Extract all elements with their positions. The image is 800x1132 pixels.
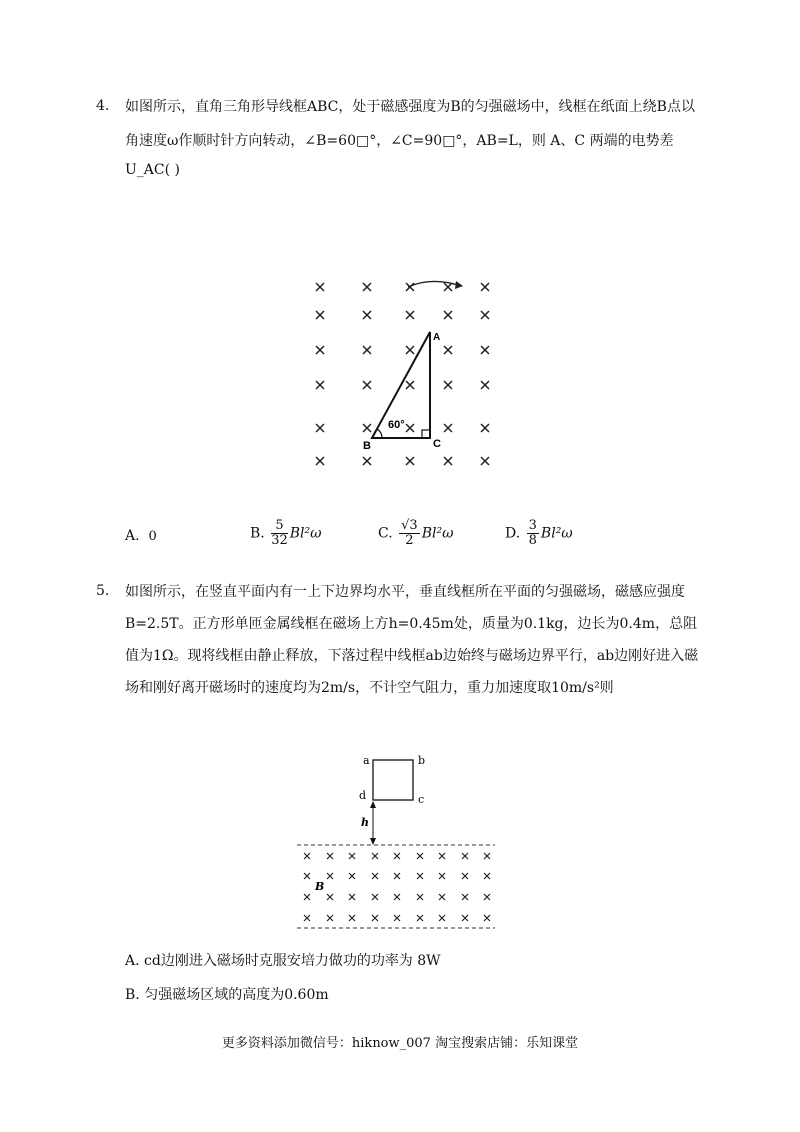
field-cross-mark <box>481 457 489 465</box>
field-cross-mark <box>372 894 378 900</box>
field-cross-mark <box>444 311 452 319</box>
field-cross-mark <box>406 346 414 354</box>
field-cross-mark <box>484 894 490 900</box>
field-cross-mark <box>444 346 452 354</box>
field-cross-mark <box>349 873 355 879</box>
square-frame <box>373 760 413 800</box>
field-cross-mark <box>394 894 400 900</box>
field-cross-mark <box>417 894 423 900</box>
field-cross-mark <box>304 915 310 921</box>
field-cross-mark <box>394 873 400 879</box>
option-letter: D. <box>505 525 521 542</box>
option-letter: B. <box>250 525 265 542</box>
field-cross-mark <box>439 915 445 921</box>
field-cross-mark <box>316 381 324 389</box>
field-cross-mark <box>481 381 489 389</box>
field-cross-mark <box>444 283 452 291</box>
label-A: A <box>433 332 441 343</box>
fraction: $\frac{5}{32}$ <box>271 518 288 548</box>
h-arrow-top <box>370 801 376 808</box>
q5-stem-line2: B=2.5T。正方形单匝金属线框在磁场上方h=0.45m处，质量为0.1kg，边长为0.4m，总阻 <box>125 616 698 632</box>
q4-stem-line1: 如图所示，直角三角形导线框ABC，处于磁感强度为B的匀强磁场中，线框在纸面上绕B点以 <box>125 99 695 115</box>
q4-option-a[interactable] <box>125 528 157 544</box>
field-cross-mark <box>462 915 468 921</box>
q4-number: 4. <box>96 98 110 114</box>
q4-stem-line3: U_AC( ) <box>125 162 180 178</box>
field-cross-mark <box>349 853 355 859</box>
q4-stem-line2: 角速度ω作顺时针方向转动，∠B=60□°，∠C=90□°，AB=L，则 A、C 两端的电势差 <box>125 133 674 149</box>
field-cross-mark <box>316 283 324 291</box>
field-cross-mark <box>406 381 414 389</box>
field-cross-mark <box>304 853 310 859</box>
q5-number: 5. <box>96 583 110 599</box>
field-cross-mark <box>406 424 414 432</box>
label-B-field: B <box>315 880 325 893</box>
field-cross-mark <box>439 894 445 900</box>
q5-stem-line3: 值为1Ω。现将线框由静止释放，下落过程中线框ab边始终与磁场边界平行，ab边刚好进入磁 <box>125 648 699 664</box>
label-h: h <box>361 816 369 829</box>
rotation-arrowhead <box>455 281 463 289</box>
q4-figure <box>300 275 520 475</box>
field-cross-mark <box>304 873 310 879</box>
option-tail: Bl²ω <box>289 525 322 542</box>
field-cross-mark <box>462 853 468 859</box>
field-cross-mark <box>444 424 452 432</box>
field-cross-mark <box>417 853 423 859</box>
label-b: b <box>418 754 426 767</box>
field-cross-mark <box>363 346 371 354</box>
field-cross-mark <box>406 311 414 319</box>
option-letter: A. <box>125 528 140 544</box>
field-cross-mark <box>327 915 333 921</box>
footer-contact: 更多资料添加微信号：hiknow_007 淘宝搜索店铺：乐知课堂 <box>221 1036 579 1051</box>
label-C: C <box>433 438 441 450</box>
q5-field-crosses <box>304 853 490 921</box>
field-cross-mark <box>316 346 324 354</box>
field-cross-mark <box>316 424 324 432</box>
field-cross-mark <box>363 311 371 319</box>
field-cross-mark <box>481 311 489 319</box>
field-cross-mark <box>327 873 333 879</box>
field-cross-mark <box>439 853 445 859</box>
field-cross-mark <box>406 457 414 465</box>
field-cross-mark <box>462 894 468 900</box>
q5-figure <box>295 748 505 938</box>
field-cross-mark <box>363 381 371 389</box>
field-cross-mark <box>484 853 490 859</box>
label-angle: 60° <box>388 419 405 431</box>
field-cross-mark <box>417 915 423 921</box>
field-cross-mark <box>316 457 324 465</box>
field-cross-mark <box>372 873 378 879</box>
field-cross-mark <box>363 424 371 432</box>
label-c: c <box>418 793 425 806</box>
field-cross-mark <box>481 346 489 354</box>
field-cross-mark <box>316 311 324 319</box>
field-cross-mark <box>304 894 310 900</box>
field-cross-mark <box>327 853 333 859</box>
fraction: $\frac{3}{8}$ <box>528 518 537 548</box>
field-cross-mark <box>372 853 378 859</box>
field-cross-mark <box>484 873 490 879</box>
field-cross-mark <box>394 915 400 921</box>
field-cross-mark <box>349 915 355 921</box>
label-d: d <box>359 789 367 802</box>
field-cross-mark <box>406 283 414 291</box>
h-arrow-bottom <box>370 838 376 845</box>
q5-stem-line1: 如图所示，在竖直平面内有一上下边界均水平，垂直线框所在平面的匀强磁场，磁感应强度 <box>125 584 685 600</box>
field-cross-mark <box>363 283 371 291</box>
field-cross-mark <box>394 853 400 859</box>
option-letter: C. <box>378 525 393 542</box>
field-cross-mark <box>372 915 378 921</box>
field-cross-mark <box>481 283 489 291</box>
option-tail: Bl²ω <box>421 525 454 542</box>
field-cross-mark <box>327 894 333 900</box>
q5-stem-line4: 场和刚好离开磁场时的速度均为2m/s，不计空气阻力，重力加速度取10m/s²则 <box>125 680 614 696</box>
field-cross-mark <box>363 457 371 465</box>
q4-option-c[interactable] <box>378 519 453 548</box>
field-cross-mark <box>462 873 468 879</box>
option-text: 0 <box>148 529 157 544</box>
field-cross-mark <box>417 873 423 879</box>
field-cross-mark <box>444 457 452 465</box>
q5-option-b[interactable]: B. 匀强磁场区域的高度为0.60m <box>125 987 329 1003</box>
q5-option-a[interactable]: A. cd边刚进入磁场时克服安培力做功的功率为 8W <box>125 953 441 969</box>
label-a: a <box>363 754 370 767</box>
field-cross-mark <box>481 424 489 432</box>
field-cross-mark <box>349 894 355 900</box>
field-cross-mark <box>439 873 445 879</box>
q4-option-b[interactable] <box>250 519 322 548</box>
angle-arc <box>377 429 382 438</box>
label-B: B <box>363 440 371 452</box>
option-tail: Bl²ω <box>540 525 573 542</box>
field-cross-mark <box>484 915 490 921</box>
q4-option-d[interactable] <box>505 519 573 548</box>
right-angle-mark <box>422 430 430 438</box>
fraction: $\frac{√3}{2}$ <box>401 518 418 548</box>
field-cross-mark <box>444 381 452 389</box>
